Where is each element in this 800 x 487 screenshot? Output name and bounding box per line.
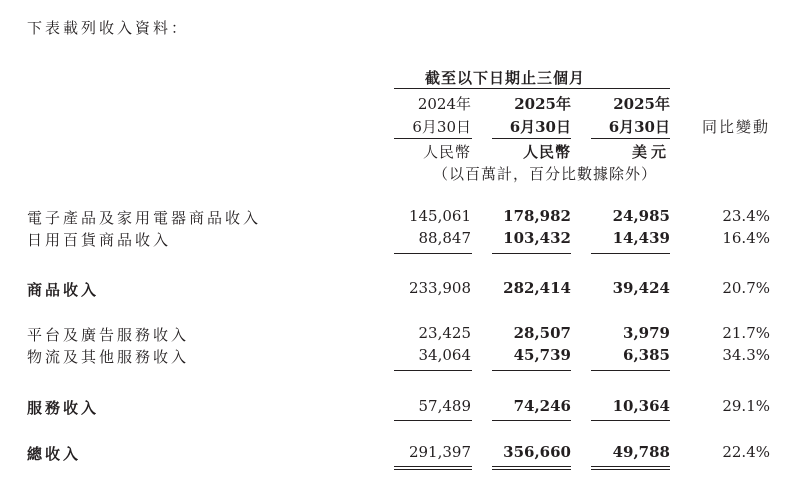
cell-2025: 282,414: [503, 279, 571, 297]
cell-usd: 39,424: [612, 279, 670, 297]
col-usd-year: 2025年: [613, 95, 670, 113]
cell-2025: 103,432: [503, 229, 571, 247]
cell-2024: 291,397: [408, 443, 471, 461]
total-double-line-2024: [394, 466, 472, 467]
cell-yoy: 16.4%: [722, 229, 770, 247]
total-double-line-2024: [394, 469, 472, 470]
total-top-line-usd: [591, 420, 670, 421]
total-top-line-2024: [394, 420, 472, 421]
subtotal-line-usd: [591, 253, 670, 254]
total-double-line-2025: [492, 466, 571, 467]
subtotal-line-usd: [591, 370, 670, 371]
cell-2024: 233,908: [408, 279, 471, 297]
cell-2025: 74,246: [513, 397, 571, 415]
row-label: 物流及其他服務收入: [27, 348, 190, 366]
cell-yoy: 34.3%: [722, 346, 770, 364]
cell-usd: 14,439: [612, 229, 670, 247]
col-2025-date: 6月30日: [509, 118, 571, 136]
cell-yoy: 22.4%: [722, 443, 770, 461]
row-label: 電子產品及家用電器商品收入: [27, 209, 262, 227]
col-usd-underline: [591, 138, 670, 139]
subtotal-line-2025: [492, 253, 571, 254]
intro-text: 下表載列收入資料：: [27, 19, 190, 37]
col-2024-year: 2024年: [417, 95, 471, 113]
total-double-line-usd: [591, 466, 670, 467]
cell-2024: 88,847: [418, 229, 471, 247]
col-usd-date: 6月30日: [608, 118, 670, 136]
cell-yoy: 23.4%: [722, 207, 770, 225]
cell-2025: 45,739: [513, 346, 571, 364]
row-label: 平台及廣告服務收入: [27, 326, 190, 344]
row-label: 服務收入: [27, 399, 100, 417]
unit-note: （以百萬計，百分比數據除外）: [433, 165, 658, 183]
cell-yoy: 20.7%: [722, 279, 770, 297]
total-double-line-usd: [591, 469, 670, 470]
row-label: 日用百貨商品收入: [27, 231, 172, 249]
cell-yoy: 21.7%: [722, 324, 770, 342]
cell-usd: 24,985: [612, 207, 670, 225]
total-top-line-2025: [492, 420, 571, 421]
cell-2024: 145,061: [408, 207, 471, 225]
cell-usd: 6,385: [623, 346, 670, 364]
col-2024-underline: [394, 138, 472, 139]
cell-2025: 178,982: [503, 207, 571, 225]
col-2024-date: 6月30日: [412, 118, 471, 136]
subtotal-line-2024: [394, 370, 472, 371]
cell-2024: 57,489: [418, 397, 471, 415]
total-double-line-2025: [492, 469, 571, 470]
col-2025-year: 2025年: [514, 95, 571, 113]
cell-usd: 3,979: [623, 324, 670, 342]
cell-2024: 23,425: [418, 324, 471, 342]
col-2024-currency: 人民幣: [422, 143, 471, 161]
cell-usd: 10,364: [612, 397, 670, 415]
cell-2024: 34,064: [418, 346, 471, 364]
cell-2025: 356,660: [503, 443, 571, 461]
cell-2025: 28,507: [513, 324, 571, 342]
period-header: 截至以下日期止三個月: [425, 69, 586, 87]
col-2025-underline: [492, 138, 571, 139]
row-label: 總收入: [27, 445, 82, 463]
row-label: 商品收入: [27, 281, 100, 299]
col-2025-currency: 人民幣: [522, 143, 571, 161]
period-header-underline: [394, 88, 670, 89]
cell-usd: 49,788: [612, 443, 670, 461]
col-yoy-header: 同比變動: [701, 118, 770, 136]
col-usd-currency: 美元: [631, 143, 670, 161]
cell-yoy: 29.1%: [722, 397, 770, 415]
subtotal-line-2024: [394, 253, 472, 254]
subtotal-line-2025: [492, 370, 571, 371]
